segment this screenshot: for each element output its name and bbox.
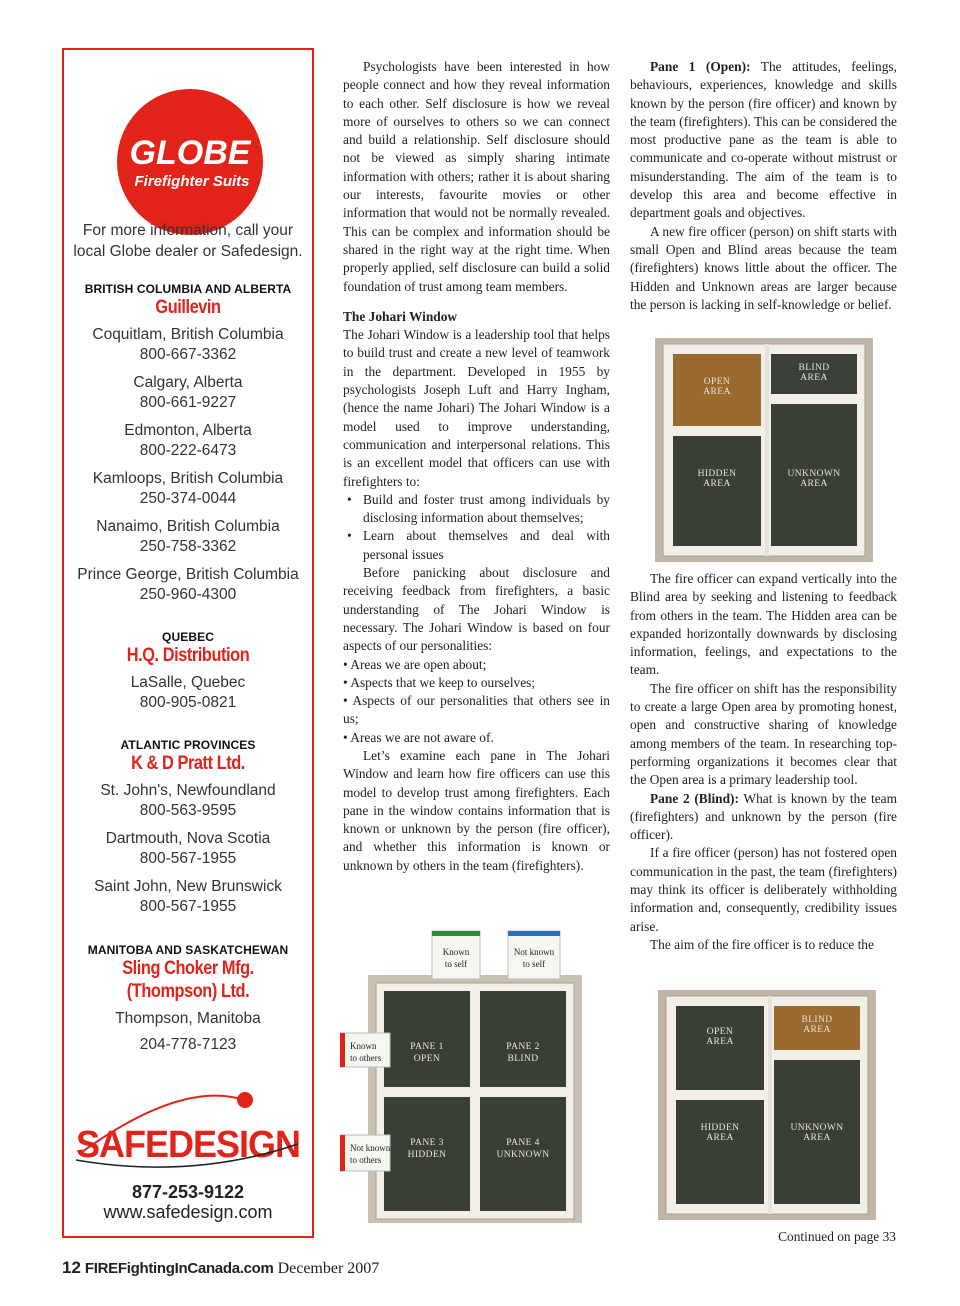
unknown-area-label: AREA: [803, 1133, 831, 1143]
globe-logo-text: GLOBE: [129, 134, 251, 172]
pane-4-label: UNKNOWN: [496, 1150, 550, 1160]
dealer-brand: Sling Choker Mfg.: [122, 958, 254, 979]
pane-3-label: PANE 3: [410, 1138, 444, 1148]
tag-known-to-self: to self: [444, 959, 468, 969]
ad-intro: [70, 220, 306, 262]
safedesign-phone[interactable]: 877-253-9122: [131, 1182, 245, 1202]
pane-1-label: PANE 1: [410, 1042, 444, 1052]
paragraph: Before panicking about disclosure and receiving feedback from firefighters, a basic understanding of The Johari Window is necessary. The Johari Window is based on four aspects of our personalities:: [343, 565, 610, 654]
dealer-bc-alberta: [64, 282, 312, 605]
dealer-city: Coquitlam, British Columbia: [92, 326, 284, 343]
window-photo-blind-small: [658, 990, 876, 1220]
open-area-label: AREA: [706, 1037, 734, 1047]
safedesign-logo-text: SAFEDESIGN: [75, 1123, 301, 1166]
blind-area-label: AREA: [803, 1025, 831, 1035]
open-area-label: AREA: [703, 387, 731, 397]
dealer-city: Nanaimo, British Columbia: [96, 518, 280, 535]
dealer-city: Thompson, Manitoba: [115, 1010, 261, 1027]
article-column-1: [343, 58, 610, 875]
dealer-phone[interactable]: 800-567-1955: [139, 850, 237, 867]
safedesign-url[interactable]: www.safedesign.com: [103, 1202, 273, 1222]
list-item: • Build and foster trust among individuals by disclosing information about themselves;: [363, 491, 610, 528]
unknown-area-label: UNKNOWN: [790, 1123, 844, 1133]
list-item: • Areas we are open about;: [343, 656, 610, 674]
tag-known-to-self: Known: [442, 947, 470, 957]
blind-area-label: AREA: [800, 373, 828, 383]
dealer-region: BRITISH COLUMBIA AND ALBERTA: [84, 282, 292, 296]
paragraph: [630, 790, 897, 845]
paragraph: The fire officer can expand vertically into the Blind area by seeking and listening to feedback from others in the team. The Hidden area can be expanded horizontally downwards by disclosing information, feelings, and expectations to the team.: [630, 571, 897, 678]
site-name[interactable]: FIREFightingInCanada.com: [84, 1260, 274, 1277]
dealer-phone[interactable]: 250-374-0044: [139, 490, 237, 507]
pane-2-label: PANE 2: [506, 1042, 540, 1052]
dealer-region: ATLANTIC PROVINCES: [120, 738, 256, 752]
dealer-city: Dartmouth, Nova Scotia: [105, 830, 271, 847]
dealer-atlantic: [64, 738, 312, 917]
dealer-phone[interactable]: 800-905-0821: [139, 694, 237, 711]
ad-intro-line: local Globe dealer or Safedesign.: [73, 243, 303, 260]
paragraph: Psychologists have been interested in how people connect and how they reveal information to each other. Self disclosure is how we reveal more of ourselves to others so we can connect and build a relationship. Self disclosure should not be viewed as simply sharing intimate information with others; rather it is about sharing our interests, favourite movies or other information that would not be normally revealed. This can be complex and information should be shared in the right way at the right time. When properly applied, self disclosure can build a solid foundation of trust among team members.: [343, 59, 610, 294]
dealer-phone[interactable]: 800-563-9595: [139, 802, 237, 819]
paragraph: Let’s examine each pane in The Johari Window and learn how fire officers can use this model to develop trust among firefighters. Each pane in the window contains information that is known or unknown by the person (fire officer), and whether this information is known or unknown by others in the team (firefighters).: [343, 747, 610, 873]
article-column-2-middle: [630, 570, 897, 954]
open-area-label: OPEN: [703, 377, 731, 387]
tag-not-known-to-self: to self: [522, 959, 546, 969]
dealer-brand: K & D Pratt Ltd.: [131, 753, 245, 774]
dealer-city: Calgary, Alberta: [133, 374, 243, 391]
hidden-area-label: AREA: [706, 1133, 734, 1143]
unknown-area-label: AREA: [800, 479, 828, 489]
tag-not-known-to-self: Not known: [513, 947, 555, 957]
issue-date: December 2007: [277, 1260, 380, 1277]
list-item: • Aspects of our personalities that others see in us;: [343, 692, 610, 729]
globe-logo: [116, 88, 264, 236]
pane-4-label: PANE 4: [506, 1138, 540, 1148]
dealer-region: QUEBEC: [162, 630, 214, 644]
safedesign-contact: [64, 1182, 312, 1222]
blind-area-label: BLIND: [801, 1015, 833, 1025]
paragraph: The Johari Window is a leadership tool that helps to build trust and create a new level of teamwork in the department. Developed in 1955 by psychologists Joseph Luft and Harry Ingham, (hence the name Johari) The Johari Window is a model used to improve understanding, communication and interpersonal relations. This is an excellent model that officers can use with firefighters to:: [343, 327, 610, 489]
safedesign-logo: [72, 1090, 304, 1180]
section-heading: The Johari Window: [343, 308, 458, 324]
paragraph: If a fire officer (person) has not fostered open communication in the past, the team (firefighters) may think its officer is deliberately withholding information and, consequently, credibility issues arise.: [630, 845, 897, 934]
bullet-list: [343, 656, 610, 747]
dealer-quebec: [64, 630, 312, 713]
dealer-city: LaSalle, Quebec: [130, 674, 246, 691]
page-number: 12: [62, 1258, 81, 1277]
dealer-phone[interactable]: 800-567-1955: [139, 898, 237, 915]
dealer-city: Edmonton, Alberta: [124, 422, 252, 439]
dealer-city: Prince George, British Columbia: [77, 566, 299, 583]
pane-1-lead: Pane 1 (Open):: [650, 59, 751, 74]
dealer-phone[interactable]: 250-758-3362: [139, 538, 237, 555]
paragraph: A new fire officer (person) on shift starts with small Open and Blind areas because the team (firefighters) knows little about the officer. The Hidden and Unknown areas are larger because the person is lacking in self-knowledge or belief.: [630, 223, 897, 312]
dealer-region: MANITOBA AND SASKATCHEWAN: [87, 943, 289, 957]
pane-1-label: OPEN: [413, 1054, 441, 1064]
continued-note: Continued on page 33: [778, 1229, 896, 1244]
list-item: • Aspects that we keep to ourselves;: [343, 674, 610, 692]
dealer-city: Saint John, New Brunswick: [94, 878, 282, 895]
johari-window-figure: [340, 925, 612, 1225]
article-column-2-top: [630, 58, 897, 314]
dealer-brand: (Thompson) Ltd.: [126, 981, 250, 1002]
dealer-phone[interactable]: 800-667-3362: [139, 346, 237, 363]
list-item: • Areas we are not aware of.: [343, 729, 610, 747]
ad-intro-line: For more information, call your: [82, 222, 294, 239]
paragraph: The fire officer on shift has the responsibility to create a large Open area by promoting honest, open and constructive sharing of knowledge among members of the team. In researching top-performing organizations it becomes clear that the Open area is a primary leadership tool.: [630, 680, 897, 788]
list-item: • Learn about themselves and deal with personal issues: [363, 527, 610, 564]
dealer-brand: Guillevin: [155, 297, 221, 318]
unknown-area-label: UNKNOWN: [787, 469, 841, 479]
pane-2-label: BLIND: [507, 1054, 539, 1064]
dealer-phone[interactable]: 204-778-7123: [139, 1036, 237, 1053]
dealer-phone[interactable]: 800-222-6473: [139, 442, 237, 459]
blind-area-label: BLIND: [798, 363, 830, 373]
bullet-list: [343, 491, 610, 564]
tag-known-to-others: to others: [350, 1053, 382, 1063]
tag-known-to-others: Known: [350, 1041, 377, 1051]
hidden-area-label: HIDDEN: [700, 1123, 740, 1133]
dealer-phone[interactable]: 800-661-9227: [139, 394, 237, 411]
dealer-brand: H.Q. Distribution: [126, 645, 250, 666]
open-area-label: OPEN: [706, 1027, 734, 1037]
dealer-city: Kamloops, British Columbia: [92, 470, 284, 487]
pane-1-text: The attitudes, feelings, behaviours, experiences, knowledge and skills known by the person (fire officer) and known by the team (firefighters). This can be considered the most productive pane as the team is able to communicate and co-operate without mistrust or misunderstanding. The aim of the team is to develop this area and become effective in department goals and objectives.: [630, 59, 897, 221]
pane-2-lead: Pane 2 (Blind):: [650, 790, 739, 806]
tag-not-known-to-others: to others: [350, 1155, 382, 1165]
paragraph: [630, 58, 897, 223]
pane-2-text: What is known by the team (firefighters) and unknown by the person (fire officer).: [630, 790, 897, 843]
globe-logo-subtext: Firefighter Suits: [134, 173, 250, 190]
paragraph: The aim of the fire officer is to reduce the: [650, 936, 874, 952]
hidden-area-label: AREA: [703, 479, 731, 489]
globe-advertisement: [62, 48, 314, 1238]
pane-3-label: HIDDEN: [407, 1150, 447, 1160]
dealer-city: St. John's, Newfoundland: [100, 782, 276, 799]
window-photo-open-small: [655, 338, 873, 562]
tag-not-known-to-others: Not known: [350, 1143, 391, 1153]
page-footer: [62, 1258, 379, 1278]
hidden-area-label: HIDDEN: [697, 469, 737, 479]
dealer-phone[interactable]: 250-960-4300: [139, 586, 237, 603]
dealer-manitoba-sask: [64, 943, 312, 1055]
